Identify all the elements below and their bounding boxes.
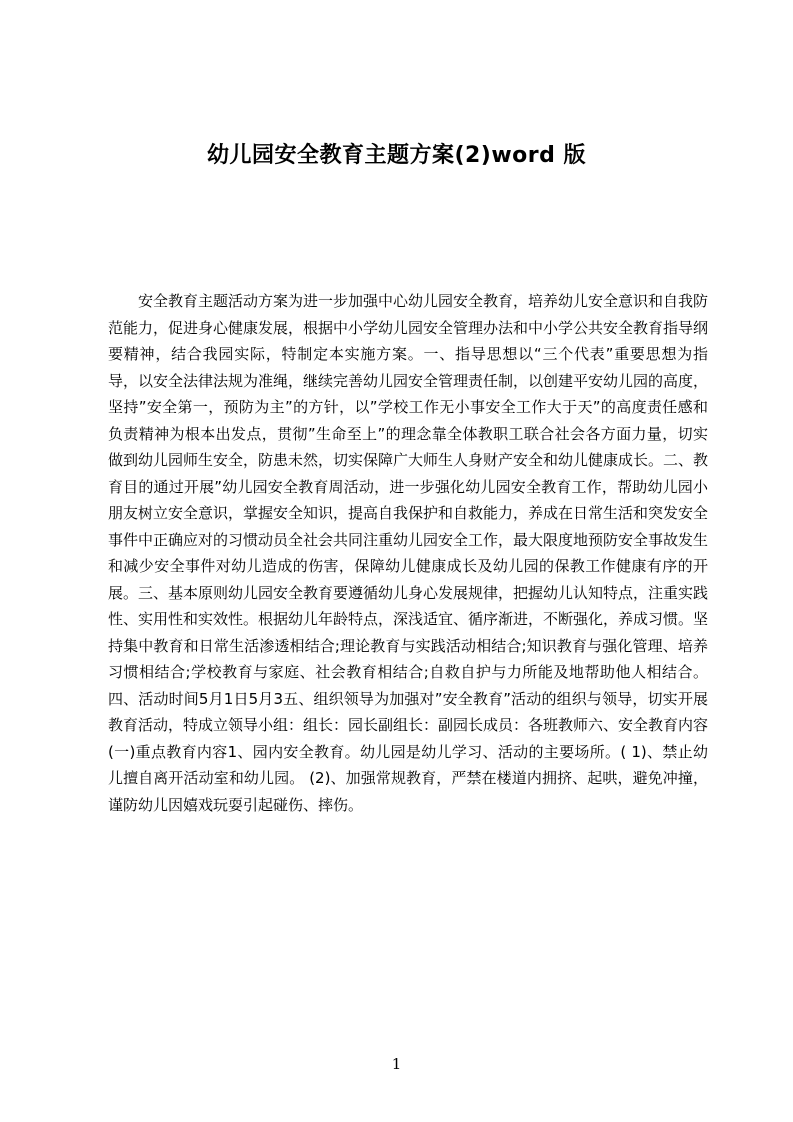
body-paragraph: 安全教育主题活动方案为进一步加强中心幼儿园安全教育，培养幼儿安全意识和自我防范能力，促进身心健康发展，根据中小学幼儿园安全管理办法和中小学公共安全教育指导纲要精神，结合我园实际，特制定本实施方案。一、指导思想以“三个代表”重要思想为指导，以安全法律法规为准绳，继续完善幼儿园安全管理责任制，以创建平安幼儿园的高度，坚持”安全第一，预防为主”的方针，以”学校工作无小事安全工作大于天”的高度责任感和负责精神为根本出发点，贯彻”生命至上”的理念靠全体教职工联合社会各方面力量，切实做到幼儿园师生安全，防患未然，切实保障广大师生人身财产安全和幼儿健康成长。二、教育目的通过开展”幼儿园安全教育周活动，进一步强化幼儿园安全教育工作，帮助幼儿园小朋友树立安全意识，掌握安全知识，提高自我保护和自救能力，养成在日常生活和突发安全事件中正确应对的习惯动员全社会共同注重幼儿园安全工作，最大限度地预防安全事故发生和减少安全事件对幼儿造成的伤害，保障幼儿健康成长及幼儿园的保教工作健康有序的开展。三、基本原则幼儿园安全教育要遵循幼儿身心发展规律，把握幼儿认知特点，注重实践性、实用性和实效性。根据幼儿年龄特点，深浅适宜、循序渐进，不断强化，养成习惯。坚持集中教育和日常生活渗透相结合;理论教育与实践活动相结合;知识教育与强化管理、培养习惯相结合;学校教育与家庭、社会教育相结合;自救自护与力所能及地帮助他人相结合。四、活动时间5月1日5月3五、组织领导为加强对”安全教育”活动的组织与领导，切实开展教育活动，特成立领导小组：组长：园长副组长：副园长成员：各班教师六、安全教育内容(一)重点教育内容1、园内安全教育。幼儿园是幼儿学习、活动的主要场所。( 1)、禁止幼儿擅自离开活动室和幼儿园。 (2)、加强常规教育，严禁在楼道内拥挤、起哄，避免冲撞，谨防幼儿因嬉戏玩耍引起碰伤、摔伤。 — [108, 292, 709, 814]
document-body — [108, 288, 708, 818]
document-title: 幼儿园安全教育主题方案(2)word 版 — [206, 143, 587, 168]
page-number: 1 — [391, 1055, 402, 1073]
